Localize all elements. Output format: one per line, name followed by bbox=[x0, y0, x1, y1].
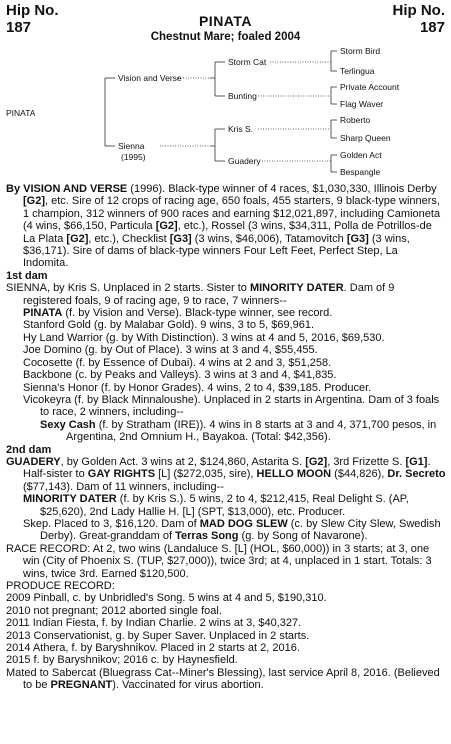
pedigree-sire: Vision and Verse bbox=[118, 73, 182, 83]
pedigree-sire-sire: Storm Cat bbox=[228, 57, 267, 67]
pedigree-g7: Golden Act bbox=[340, 150, 382, 160]
produce-item: 2014 Athera, f. by Baryshnikov. Placed in 2 starts at 2, 2016. bbox=[6, 642, 300, 655]
pedigree-dam: Sienna bbox=[118, 141, 145, 151]
first-dam-heading: 1st dam bbox=[6, 269, 48, 282]
foal-item: Joe Domino (g. by Out of Place). 3 wins at 3 and 4, $55,455. bbox=[23, 344, 318, 357]
second-dam-skep: Skep. Placed to 3, $16,120. Dam of MAD DOG SLEW (c. by Slew City Slew, Swedish Derby). Great-granddam of Terras Song (g. by Song of Navarone). bbox=[23, 517, 441, 543]
pedigree-g6: Sharp Queen bbox=[340, 133, 391, 143]
produce-item: 2011 Indian Fiesta, f. by Indian Charlie. 2 wins at 3, $40,327. bbox=[6, 617, 302, 630]
mating-note: Mated to Sabercat (Bluegrass Cat--Miner's Blessing), last service April 8, 2016. (Believed to be PREGNANT). Vaccinated for virus abortion. bbox=[6, 666, 440, 692]
foal-item: Cocosette (f. by Essence of Dubai). 4 wins at 2 and 3, $51,258. bbox=[23, 356, 332, 369]
pedigree-dam-dam: Guadery bbox=[228, 156, 261, 166]
pedigree-subject: PINATA bbox=[6, 108, 36, 118]
horse-description: Chestnut Mare; foaled 2004 bbox=[150, 31, 301, 43]
pedigree-dam-sire: Kris S. bbox=[228, 124, 254, 134]
pedigree-g5: Roberto bbox=[340, 115, 371, 125]
pedigree-g1: Storm Bird bbox=[340, 46, 381, 56]
second-dam-minority: MINORITY DATER (f. by Kris S.). 5 wins, 2 to 4, $212,415, Real Delight S. (AP, $25,620), 2nd Lady Hallie H. [L] (SPT, $13,000), etc. Producer. bbox=[23, 493, 409, 518]
produce-item: 2009 Pinball, c. by Unbridled's Song. 5 wins at 4 and 5, $190,310. bbox=[6, 592, 327, 605]
second-dam-heading: 2nd dam bbox=[6, 443, 52, 456]
catalog-text bbox=[6, 183, 446, 692]
foal-item: Backbone (c. by Peaks and Valleys). 3 wins at 3 and 4, $41,835. bbox=[23, 369, 337, 382]
hip-number: 187 bbox=[6, 19, 32, 36]
sire-paragraph: By VISION AND VERSE (1996). Black-type winner of 4 races, $1,030,330, Illinois Derby [G2], etc. Sire of 12 crops of racing age, 650 foals, 455 starters, 9 black-type winners, 1 champion, 312 winners of 900 races and earning $12,021,897, including Camioneta (4 wins, $66,150, Particula [G2], etc.), Rossel (3 wins, $34,311, Polla de Potrillos-de La Plata [G2], etc.), Checklist [G3] (3 wins, $46,006), Tatamovitch [G3] (3 wins, $36,171). Sire of dams of black-type winners Four Left Feet, Perfect Step, La Indomita. bbox=[6, 183, 441, 270]
sire-name: VISION AND VERSE bbox=[23, 183, 128, 195]
produce-item: 2013 Conservationist, g. by Super Saver. Unplaced in 2 starts. bbox=[6, 629, 310, 642]
hip-number: 187 bbox=[419, 19, 445, 36]
foal-item: Stanford Gold (g. by Malabar Gold). 9 wins, 3 to 5, $69,961. bbox=[23, 319, 315, 332]
second-dam-intro: GUADERY, by Golden Act. 3 wins at 2, $124,860, Astarita S. [G2], 3rd Frizette S. [G1]. Half-sister to GAY RIGHTS [L] ($272,035, sire), HELLO MOON ($44,826), Dr. Secreto ($77,143). Dam of 11 winners, including-- bbox=[6, 455, 446, 493]
foal-item: Sienna's Honor (f. by Honor Grades). 4 wins, 2 to 4, $39,185. Producer. bbox=[23, 381, 372, 394]
pedigree-g4: Flag Waver bbox=[340, 99, 384, 109]
pedigree-g3: Private Account bbox=[340, 82, 400, 92]
foal-item: Hy Land Warrior (g. by With Distinction). 3 wins at 4 and 5, 2016, $69,530. bbox=[23, 331, 385, 344]
pedigree-dam-year: (1995) bbox=[121, 152, 146, 162]
hip-label: Hip No. bbox=[6, 2, 59, 19]
produce-item: 2015 f. by Baryshnikov; 2016 c. by Haynesfield. bbox=[6, 654, 238, 667]
foal-pinata: PINATA (f. by Vision and Verse). Black-type winner, see record. bbox=[23, 307, 333, 320]
pedigree-g8: Bespangle bbox=[340, 167, 381, 177]
foal-item: Vicokeyra (f. by Black Minnaloushe). Unplaced in 2 starts in Argentina. Dam of 3 foals to race, 2 winners, including-- bbox=[23, 393, 440, 419]
foal-sexy-cash: Sexy Cash (f. by Stratham (IRE)). 4 wins in 8 starts at 3 and 4, 371,700 pesos, in Argentina, 2nd Omnium H., Bayakoa. (Total: $42,356). bbox=[40, 418, 437, 444]
pedigree-chart bbox=[0, 0, 451, 190]
horse-name: PINATA bbox=[198, 13, 253, 29]
produce-item: 2010 not pregnant; 2012 aborted single foal. bbox=[6, 604, 222, 617]
hip-label: Hip No. bbox=[392, 2, 445, 19]
race-record: RACE RECORD: At 2, two wins (Landaluce S. [L] (HOL, $60,000)) in 3 starts; at 3, one win (City of Phoenix S. (TUP, $27,000)), twice 3rd; at 4, unplaced in 1 start. Totals: 3 wins, twice 3rd. Earned $120,500. bbox=[6, 542, 432, 580]
pedigree-sire-dam: Bunting bbox=[228, 91, 257, 101]
produce-heading: PRODUCE RECORD: bbox=[6, 580, 115, 592]
first-dam-intro: SIENNA, by Kris S. Unplaced in 2 starts. Sister to MINORITY DATER. Dam of 9 registered foals, 9 of racing age, 9 to race, 7 winners-- bbox=[6, 282, 395, 307]
pedigree-g2: Terlingua bbox=[340, 66, 375, 76]
